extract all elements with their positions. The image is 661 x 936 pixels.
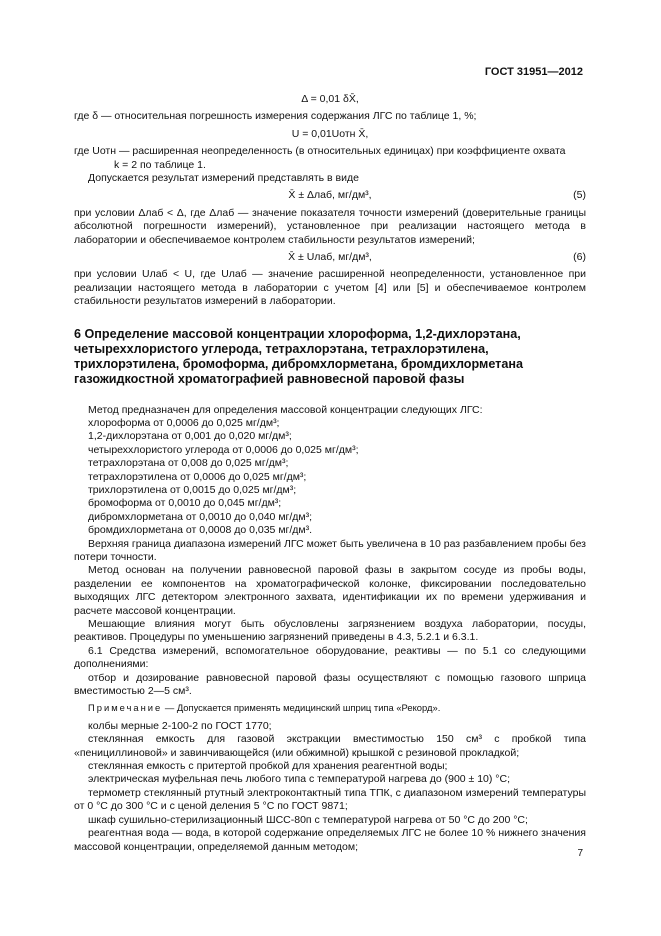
range-item: тетрахлорэтана от 0,008 до 0,025 мг/дм³;	[88, 457, 289, 470]
equipment-item: термометр стеклянный ртутный электроконтактный типа ТПК, с диапазоном измерений температуры от 0 °С до 300 °С и с ценой деления 5 °С по ГОСТ 9871;	[74, 786, 586, 813]
paragraph-where-delta: где δ — относительная погрешность измерения содержания ЛГС по таблице 1, %;	[74, 110, 477, 123]
formula-u: U = 0,01Uотн X̄,	[291, 127, 369, 140]
formula-6: X̄ ± Uлаб, мг/дм³,	[288, 251, 372, 264]
paragraph-interference: Мешающие влияния могут быть обусловлены загрязнением воздуха лаборатории, посуды, реактивов. Процедуры по уменьшению загрязнений приведены в 4.3, 5.2.1 и 6.3.1.	[74, 618, 586, 644]
range-list	[74, 417, 586, 538]
range-item: бромдихлорметана от 0,0008 до 0,035 мг/дм³.	[88, 524, 313, 537]
note	[74, 701, 586, 714]
note-label: Примечание	[88, 702, 163, 714]
range-item: тетрахлорэтилена от 0,0006 до 0,025 мг/дм³;	[88, 470, 307, 483]
paragraph-sampling: отбор и дозирование равновесной паровой фазы осуществляют с помощью газового шприца вместимостью 2—5 см³.	[74, 671, 586, 698]
range-item: трихлорэтилена от 0,0015 до 0,025 мг/дм³;	[88, 483, 297, 496]
range-item: дибромхлорметана от 0,0010 до 0,040 мг/дм³;	[88, 510, 313, 523]
formula-5-row	[74, 189, 586, 202]
equipment-item: шкаф сушильно-стерилизационный ШСС-80п с температурой нагрева от 50 °С до 200 °С;	[88, 813, 528, 826]
section-heading: 6 Определение массовой концентрации хлороформа, 1,2-дихлорэтана, четыреххлористого углерода, тетрахлорэтана, тетрахлорэтилена, трихлорэтилена, бромоформа, дибромхлорметана, бромдихлорметана газожидкостной хроматографией равновесной паровой фазы	[74, 326, 523, 387]
formula-6-row	[74, 251, 586, 264]
paragraph-upper-limit: Верхняя граница диапазона измерений ЛГС может быть увеличена в 10 раз разбавлением пробы без потери точности.	[74, 537, 587, 563]
range-item: четыреххлористого углерода от 0,0006 до 0,025 мг/дм³;	[88, 443, 359, 456]
paragraph-where-u-line2: k = 2 по таблице 1.	[114, 158, 206, 171]
equipment-item: стеклянная емкость с притертой пробкой для хранения реагентной воды;	[88, 760, 448, 773]
equipment-item: колбы мерные 2-100-2 по ГОСТ 1770;	[88, 719, 272, 732]
paragraph-6-1: 6.1 Средства измерений, вспомогательное оборудование, реактивы — по 5.1 со следующими дополнениями:	[74, 644, 586, 671]
formula-5-number: (5)	[573, 189, 586, 202]
range-item: хлороформа от 0,0006 до 0,025 мг/дм³;	[88, 416, 280, 429]
standard-code: ГОСТ 31951—2012	[484, 66, 583, 78]
page-number: 7	[577, 848, 583, 859]
range-item: бромоформа от 0,0010 до 0,045 мг/дм³;	[88, 497, 282, 510]
formula-5: X̄ ± Δлаб, мг/дм³,	[288, 189, 372, 202]
range-item: 1,2-дихлорэтана от 0,001 до 0,020 мг/дм³;	[88, 430, 292, 443]
page-content	[74, 93, 586, 854]
paragraph-where-u-line1: где Uотн — расширенная неопределенность (в относительных единицах) при коэффициенте охвата	[74, 145, 566, 158]
formula-6-number: (6)	[573, 251, 586, 264]
paragraph-condition-6: при условии Uлаб < U, где Uлаб — значение расширенной неопределенности, установленное при реализации настоящего метода в лаборатории с учетом [4] или [5] и обеспечиваемое контролем стабильности результатов измерений в лаборатории.	[74, 268, 586, 308]
equipment-item: электрическая муфельная печь любого типа с температурой нагрева до (900 ± 10) °С;	[88, 773, 511, 786]
paragraph-allowed: Допускается результат измерений представлять в виде	[88, 172, 359, 185]
paragraph-method: Метод основан на получении равновесной паровой фазы в закрытом сосуде из пробы воды, разделении ее компонентов на хроматографической колонке, фиксировании последовательно выходящих ЛГС детектором электронного захвата, идентификации их по времени удерживания и расчете массовой концентрации.	[74, 564, 586, 617]
equipment-item: стеклянная емкость для газовой экстракции вместимостью 150 см³ с пробкой типа «пенициллиновой» и завинчивающейся (или обжимной) крышкой с резиновой прокладкой;	[74, 733, 586, 759]
note-text: — Допускается применять медицинский шприц типа «Рекорд».	[162, 702, 441, 714]
paragraph-intro: Метод предназначен для определения массовой концентрации следующих ЛГС:	[88, 403, 483, 416]
equipment-item: реагентная вода — вода, в которой содержание определяемых ЛГС не более 10 % нижнего значения массовой концентрации, определяемой данным методом;	[74, 827, 586, 853]
paragraph-condition-5: при условии Δлаб < Δ, где Δлаб — значение показателя точности измерений (доверительные границы абсолютной погрешности измерений), установленное при реализации настоящего метода в лаборатории и обеспечиваемое контролем стабильности результатов измерений;	[74, 206, 586, 246]
formula-delta: Δ = 0,01 δX̄,	[301, 93, 359, 105]
